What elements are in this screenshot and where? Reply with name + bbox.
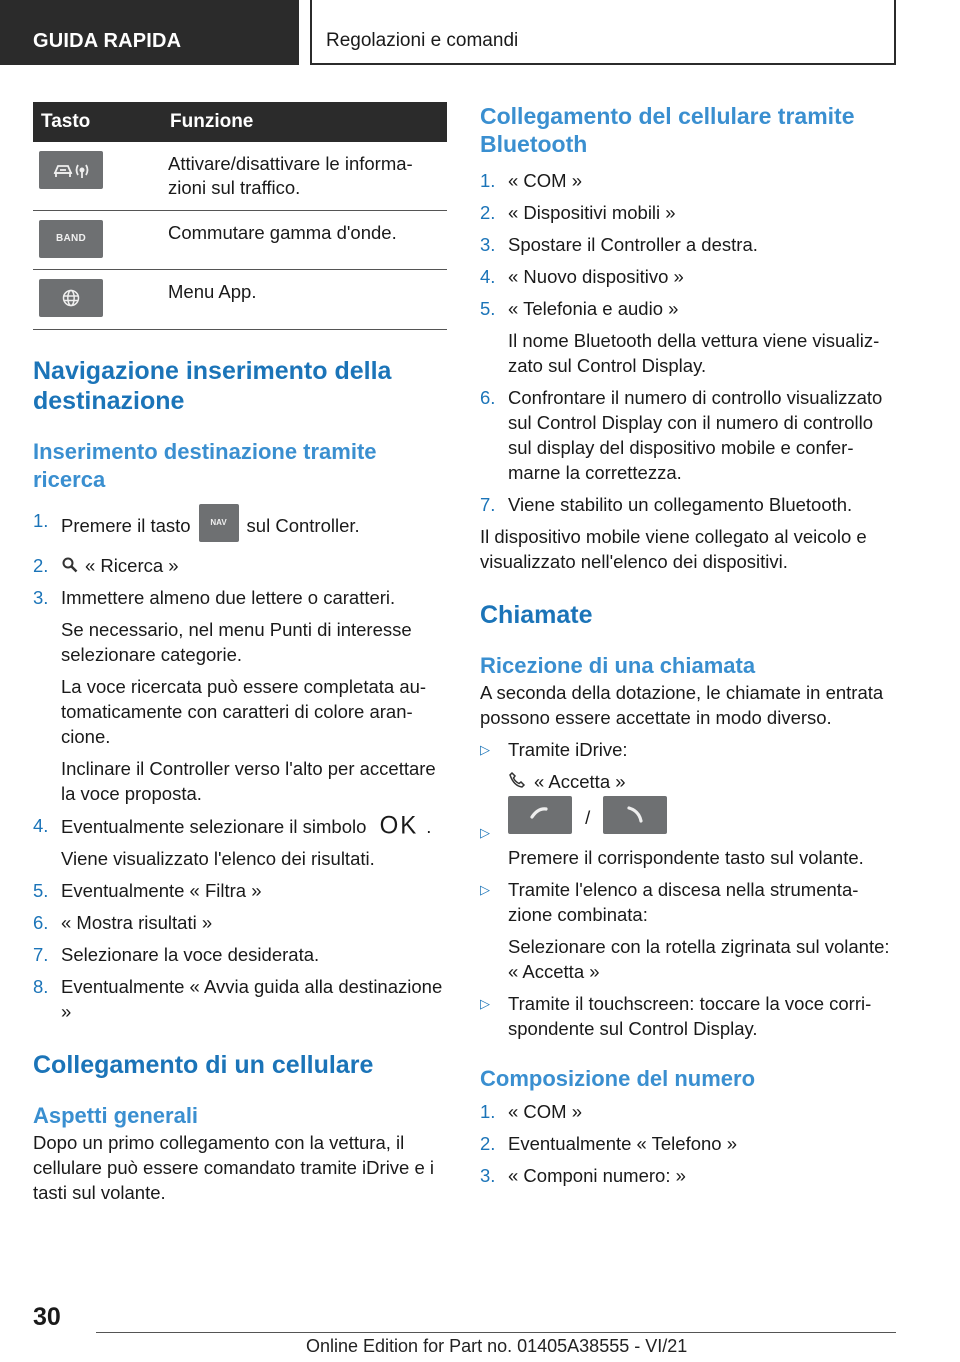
footer-divider [96,1332,896,1333]
header-section-label: GUIDA RAPIDA [33,30,182,52]
list-item: 4. « Nuovo dispositivo » [480,266,684,287]
list-item: ▷ Tramite l'elenco a discesa nella strumenta-zione combinata: Selezionare con la rotella zigrinata sul volante: « Accetta » [480,879,890,982]
steering-accept-key [508,796,572,834]
phone-hangup-icon [603,796,667,834]
table-cell-function: Commutare gamma d'onde. [160,211,447,270]
table-header-function: Funzione [160,102,447,142]
traffic-info-key [39,151,103,189]
nav-subtitle: Inserimento destinazione tramite ricerca [33,439,377,492]
header-section-tab [0,0,299,65]
phone-paragraph: Dopo un primo collegamento con la vettura, il cellulare può essere comandato tramite iDrive e i tasti sul volante. [33,1132,435,1203]
bluetooth-steps-list [480,168,896,517]
steering-reject-key [603,796,667,834]
right-column [480,102,896,1188]
list-item: 7. Viene stabilito un collegamento Bluetooth. [480,494,853,515]
list-item: ▷ / Premere il corrispondente tasto sul volante. [480,800,896,870]
list-item: 1. « COM » [480,170,583,191]
list-item: 1. « COM » [480,1101,583,1122]
list-item: 2. « Dispositivi mobili » [480,202,676,223]
list-item: 3. « Componi numero: » [480,1165,686,1186]
list-item: 8. Eventualmente « Avvia guida alla destinazione » [33,976,443,1022]
table-header-key: Tasto [33,102,160,142]
traffic-info-icon [51,158,91,182]
dial-steps-list [480,1099,896,1188]
list-item: 3. Spostare il Controller a destra. [480,234,758,255]
footer-edition: Online Edition for Part no. 01405A38555 - VI/21 [306,1336,688,1356]
header-chapter-tab [310,0,896,65]
band-key [39,220,103,258]
table-row [33,270,447,330]
calls-bullets [480,737,896,1041]
list-item: ▷ Tramite il touchscreen: toccare la voce corri-spondente sul Control Display. [480,993,872,1039]
bluetooth-subtitle: Collegamento del cellulare tramite Bluetooth [480,103,855,157]
key-function-table [33,102,447,330]
left-column [33,102,447,1205]
table-cell-function: Menu App. [160,270,447,330]
list-item: 2. Eventualmente « Telefono » [480,1133,738,1154]
search-icon [61,556,79,574]
nav-steps-list [33,508,447,1024]
table-row [33,211,447,270]
list-item: 5. « Telefonia e audio » Il nome Bluetooth della vettura viene visualiz-zato sul Control Display. [480,298,880,376]
calls-subtitle: Ricezione di una chiamata [480,653,756,678]
list-item: ▷ Tramite iDrive: « Accetta » [480,739,628,792]
app-menu-icon [61,288,81,308]
phone-subtitle: Aspetti generali [33,1103,199,1128]
list-item: 3. Immettere almeno due lettere o caratteri. Se necessario, nel menu Punti di interesse selezionare categorie. La voce ricercata può essere completata au-tomaticamente con caratteri di colore aran-cione. Inclinare il Controller verso l'alto per accettare la voce proposta. [33,587,436,804]
bluetooth-paragraph: Il dispositivo mobile viene collegato al veicolo e visualizzato nell'elenco dei dispositivi. [480,526,867,572]
calls-paragraph: A seconda della dotazione, le chiamate in entrata possono essere accettate in modo diverso. [480,682,884,728]
band-key-label: BAND [55,233,87,244]
list-item: 5. Eventualmente « Filtra » [33,880,262,901]
phone-section-title: Collegamento di un cellulare [33,1051,374,1079]
calls-section-title: Chiamate [480,601,593,629]
list-item: 6. « Mostra risultati » [33,912,213,933]
app-menu-key [39,279,103,317]
dial-subtitle: Composizione del numero [480,1066,756,1091]
table-cell-function: Attivare/disattivare le informa-zioni sul traffico. [160,142,447,211]
nav-section-title: Navigazione inserimento della destinazione [33,357,392,415]
list-item: 7. Selezionare la voce desiderata. [33,944,320,965]
phone-pickup-icon [508,796,572,834]
ok-symbol-icon: OK [379,811,419,840]
phone-accept-icon [508,771,526,789]
list-item: 4. Eventualmente selezionare il simbolo OK . Viene visualizzato l'elenco dei risultati. [33,811,432,869]
list-item: 2. « Ricerca » [33,555,179,576]
header-chapter-label: Regolazioni e comandi [326,30,519,51]
list-item: 1. Premere il tasto NAV sul Controller. [33,508,447,546]
table-row [33,142,447,211]
nav-key: NAV [199,504,239,542]
list-item: 6. Confrontare il numero di controllo visualizzato sul Control Display con il numero di controllo sul display del dispositivo mobile e confer-marne la correttezza. [480,387,883,483]
page-number: 30 [33,1303,61,1331]
